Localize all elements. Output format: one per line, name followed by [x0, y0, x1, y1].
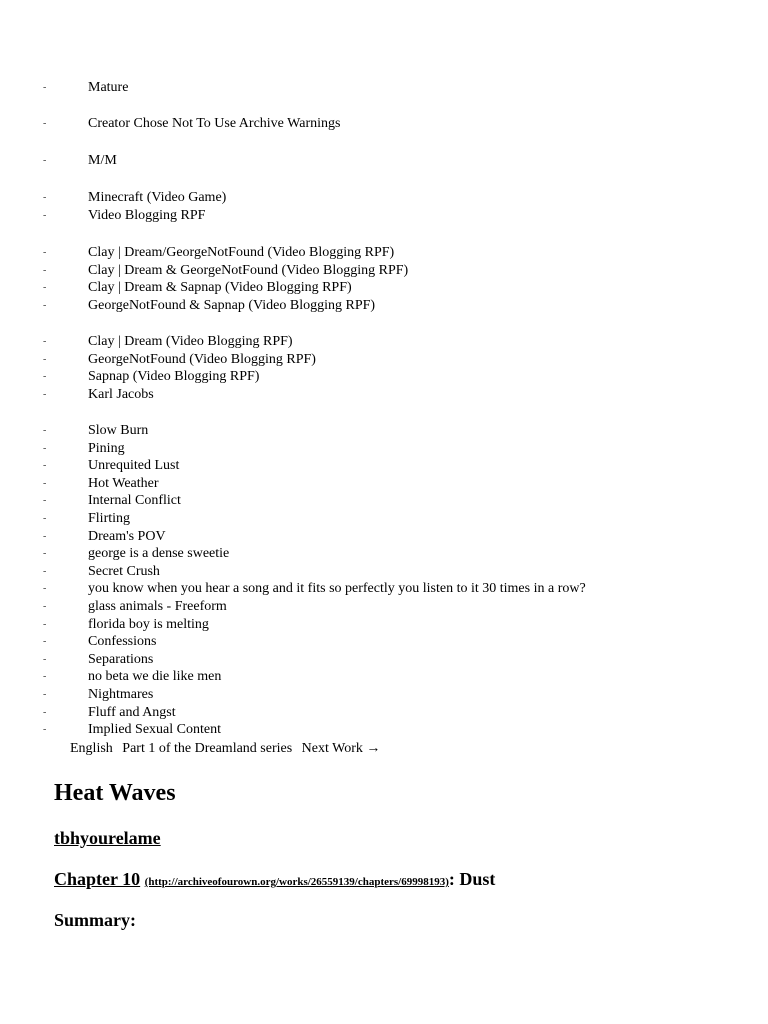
- tag-item[interactable]: [0, 189, 226, 207]
- tag-label: M/M: [88, 153, 117, 168]
- list-bullet: -: [43, 299, 47, 311]
- tag-label: Nightmares: [88, 686, 154, 702]
- tag-label: Internal Conflict: [88, 493, 181, 509]
- work-title: Heat Waves: [54, 780, 176, 806]
- chapter-heading: [54, 868, 495, 893]
- list-bullet: -: [43, 724, 47, 736]
- list-bullet: -: [43, 247, 47, 258]
- tag-item[interactable]: [0, 616, 586, 634]
- tag-item[interactable]: [0, 704, 586, 722]
- tag-item[interactable]: [0, 440, 586, 458]
- fandom-tags: [0, 189, 226, 224]
- chapter-url-link[interactable]: (http://archiveofourown.org/works/26559139/chapters/69998193): [144, 876, 449, 888]
- tag-label: no beta we die like men: [88, 669, 222, 685]
- tag-label: Pining: [88, 440, 125, 456]
- series-link[interactable]: Part 1 of the Dreamland series: [122, 741, 293, 756]
- tag-label: Implied Sexual Content: [88, 722, 221, 738]
- tag-label: Clay | Dream & Sapnap (Video Blogging RPF): [88, 280, 352, 296]
- list-bullet: -: [43, 512, 47, 524]
- relationship-tags: [0, 244, 408, 314]
- tag-item[interactable]: [0, 351, 316, 369]
- tag-item[interactable]: [0, 79, 128, 97]
- tag-item[interactable]: [0, 510, 586, 528]
- list-bullet: -: [43, 371, 47, 383]
- tag-label: Flirting: [88, 510, 131, 526]
- list-bullet: -: [43, 264, 47, 276]
- list-bullet: -: [43, 82, 47, 93]
- chapter-separator: :: [448, 869, 460, 889]
- author-link[interactable]: tbhyourelame: [54, 828, 161, 848]
- tag-label: george is a dense sweetie: [88, 546, 230, 562]
- list-bullet: -: [43, 477, 47, 489]
- tag-item[interactable]: [0, 333, 316, 351]
- tag-item[interactable]: [0, 633, 586, 651]
- tag-label: glass animals - Freeform: [88, 598, 227, 614]
- tag-label: Slow Burn: [88, 423, 149, 438]
- list-bullet: -: [43, 600, 47, 612]
- freeform-tags: [0, 422, 586, 739]
- list-bullet: -: [43, 388, 47, 400]
- list-bullet: -: [43, 671, 47, 683]
- tag-item[interactable]: [0, 115, 340, 133]
- tag-item[interactable]: [0, 368, 316, 386]
- summary-heading: Summary:: [54, 910, 136, 930]
- tag-label: Unrequited Lust: [88, 458, 180, 474]
- tag-label: Karl Jacobs: [88, 386, 154, 402]
- tag-label: florida boy is melting: [88, 616, 209, 632]
- tag-item[interactable]: [0, 545, 586, 563]
- list-bullet: -: [43, 618, 47, 630]
- tag-label: Dream's POV: [88, 528, 166, 544]
- tag-item[interactable]: [0, 386, 316, 404]
- tag-item[interactable]: [0, 475, 586, 493]
- list-bullet: -: [43, 192, 47, 203]
- tag-item[interactable]: [0, 668, 586, 686]
- tag-label: Clay | Dream (Video Blogging RPF): [88, 334, 293, 349]
- list-bullet: -: [43, 282, 47, 294]
- list-bullet: -: [43, 583, 47, 595]
- tag-label: Creator Chose Not To Use Archive Warnings: [88, 116, 341, 131]
- tag-item[interactable]: [0, 721, 586, 739]
- list-bullet: -: [43, 636, 47, 648]
- tag-label: Sapnap (Video Blogging RPF): [88, 369, 260, 385]
- list-bullet: -: [43, 706, 47, 718]
- next-work-link[interactable]: Next Work →: [301, 741, 381, 756]
- tag-item[interactable]: [0, 422, 586, 440]
- tag-item[interactable]: [0, 686, 586, 704]
- list-bullet: -: [43, 353, 47, 365]
- tag-item[interactable]: [0, 580, 586, 598]
- list-bullet: -: [43, 495, 47, 507]
- list-bullet: -: [43, 548, 47, 560]
- list-bullet: -: [43, 565, 47, 577]
- list-bullet: -: [43, 653, 47, 665]
- tag-label: Fluff and Angst: [88, 704, 176, 720]
- list-bullet: -: [43, 425, 47, 436]
- tag-label: you know when you hear a song and it fits so perfectly you listen to it 30 times in a row?: [88, 581, 586, 597]
- tag-item[interactable]: [0, 279, 408, 297]
- chapter-title: Dust: [459, 869, 496, 889]
- list-bullet: -: [43, 118, 47, 129]
- tag-label: Hot Weather: [88, 475, 159, 491]
- list-bullet: -: [43, 209, 47, 221]
- tag-label: Confessions: [88, 634, 157, 650]
- tag-item[interactable]: [0, 262, 408, 280]
- character-tags: [0, 333, 316, 403]
- language-label: English: [70, 741, 113, 756]
- tag-item[interactable]: [0, 598, 586, 616]
- chapter-link[interactable]: Chapter 10: [54, 869, 141, 889]
- warning-tags: [0, 115, 340, 133]
- tag-label: Minecraft (Video Game): [88, 190, 227, 205]
- category-tags: [0, 152, 117, 170]
- list-bullet: -: [43, 155, 47, 166]
- tag-item[interactable]: [0, 492, 586, 510]
- tag-label: Secret Crush: [88, 563, 160, 579]
- rating-tags: [0, 79, 128, 97]
- list-bullet: -: [43, 442, 47, 454]
- tag-item[interactable]: [0, 152, 117, 170]
- tag-label: Video Blogging RPF: [88, 207, 206, 223]
- tag-label: Mature: [88, 80, 129, 95]
- tag-item[interactable]: [0, 207, 226, 225]
- tag-item[interactable]: [0, 651, 586, 669]
- tag-label: GeorgeNotFound (Video Blogging RPF): [88, 351, 316, 367]
- tag-label: Separations: [88, 651, 154, 667]
- list-bullet: -: [43, 460, 47, 472]
- tag-item[interactable]: [0, 244, 408, 262]
- tag-label: GeorgeNotFound & Sapnap (Video Blogging RPF): [88, 297, 376, 313]
- tag-label: Clay | Dream & GeorgeNotFound (Video Blogging RPF): [88, 262, 409, 278]
- tag-item[interactable]: [0, 563, 586, 581]
- list-bullet: -: [43, 530, 47, 542]
- list-bullet: -: [43, 688, 47, 700]
- work-meta-line: [70, 740, 386, 757]
- tag-item[interactable]: [0, 457, 586, 475]
- tag-item[interactable]: [0, 528, 586, 546]
- list-bullet: -: [43, 336, 47, 347]
- tag-label: Clay | Dream/GeorgeNotFound (Video Blogging RPF): [88, 245, 395, 260]
- tag-item[interactable]: [0, 297, 408, 315]
